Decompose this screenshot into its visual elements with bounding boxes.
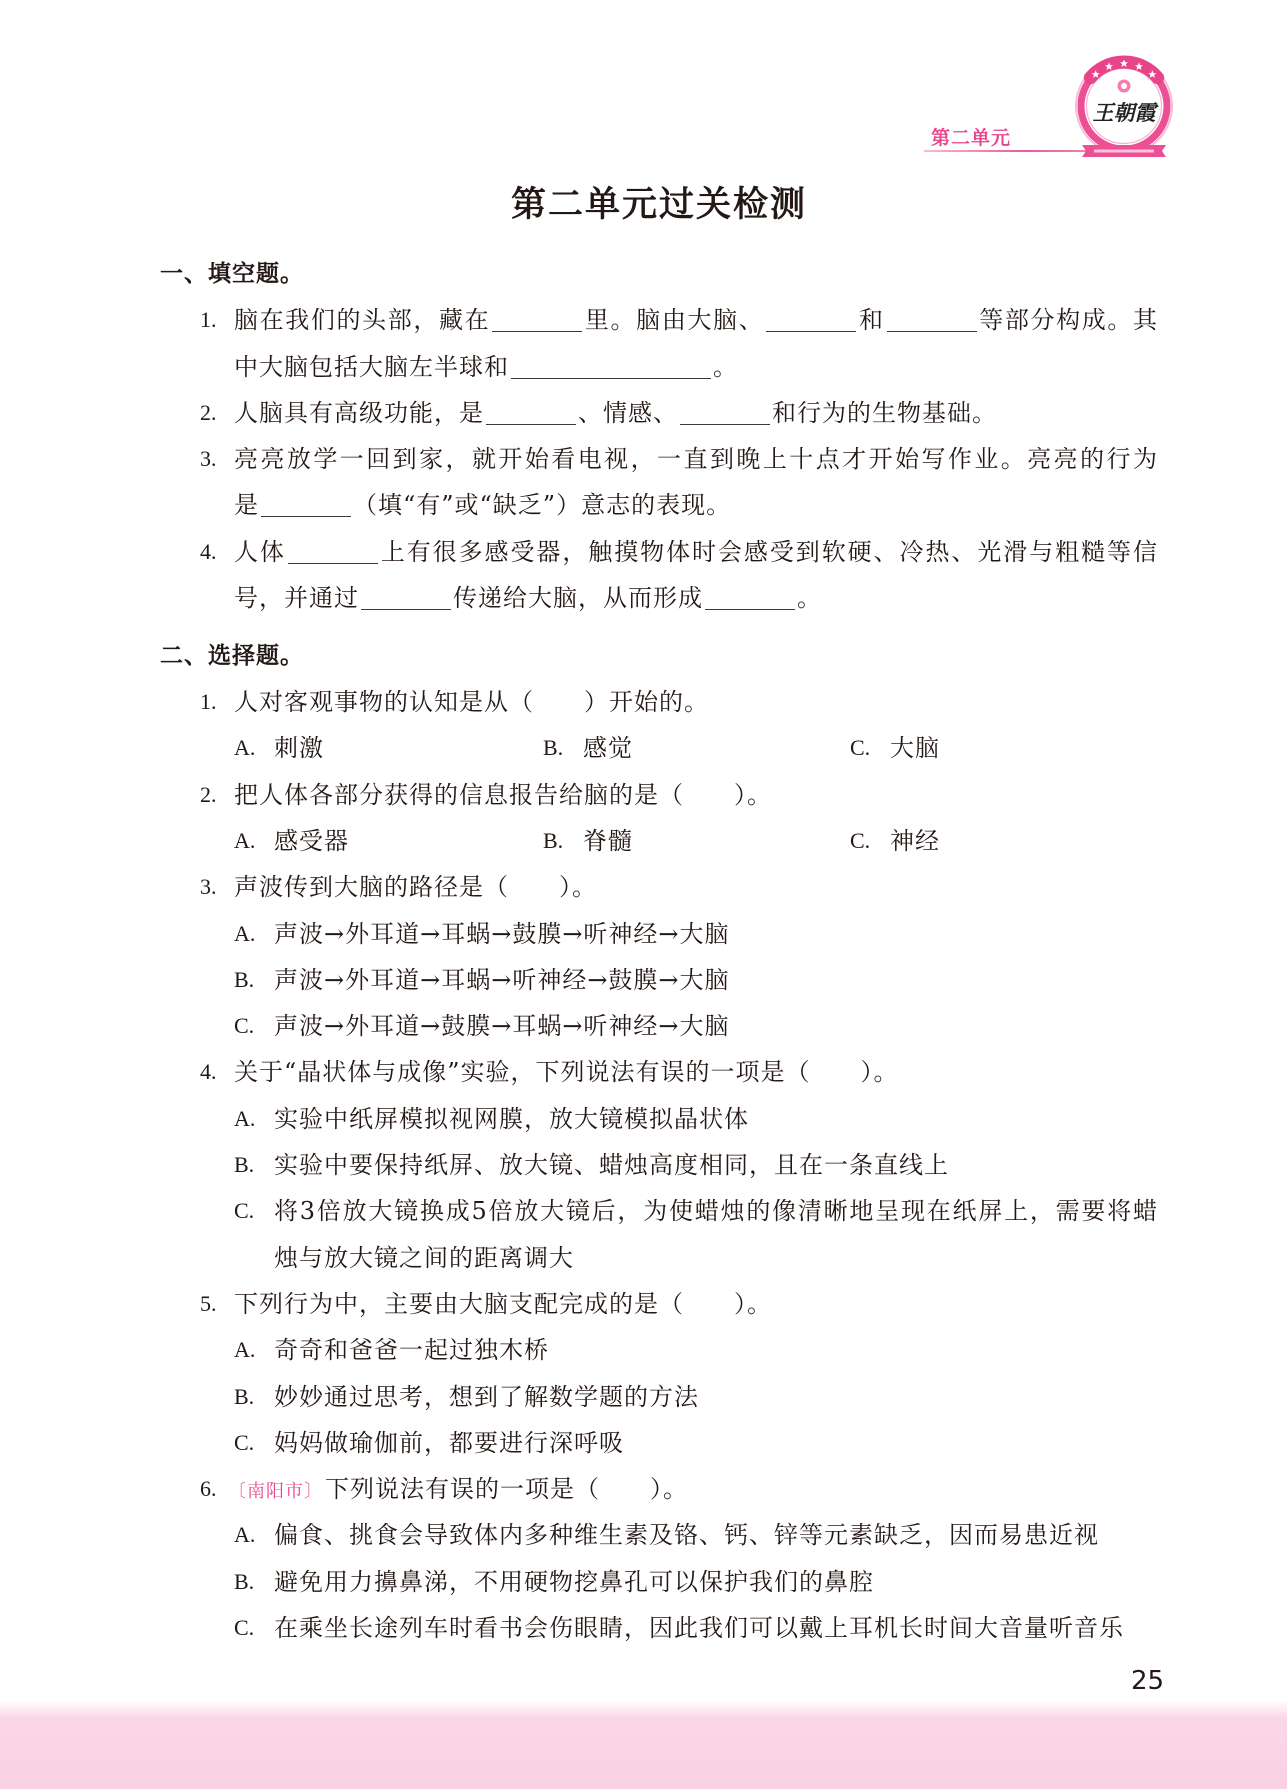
question-text-segment: 传递给大脑，从而形成 [453,584,703,613]
option-row [0,1420,1287,1466]
answer-blank [261,497,351,517]
option-text: 在乘坐长途列车时看书会伤眼睛，因此我们可以戴上耳机长时间大音量听音乐 [274,1614,1124,1642]
question-text [234,344,738,390]
answer-blank [288,544,378,564]
question-stem-line [0,772,1287,818]
question-stem [228,1466,688,1512]
question-text-segment: 。 [713,352,738,381]
option-text: 实验中要保持纸屏、放大镜、蜡烛高度相同，且在一条直线上 [274,1151,949,1180]
option-text: 感觉 [583,734,633,763]
question-source-tag: 〔南阳市〕 [228,1481,323,1503]
question-text [234,436,1158,482]
option-row [0,1327,1287,1373]
question-text-segment: 和行为的生物基础。 [772,398,997,427]
question-stem-line [0,1281,1287,1327]
option-text: 刺激 [274,734,324,763]
option-text: 声波→外耳道→鼓膜→耳蜗→听神经→大脑 [274,1012,730,1041]
option-label: A. [234,1522,256,1548]
question-line [0,390,1287,436]
question-line [0,482,1287,528]
option-label: B. [234,1383,255,1409]
option-label: B. [543,735,564,761]
exercise-content [0,251,1287,1651]
question-text [234,297,1158,343]
option-text: 声波→外耳道→耳蜗→鼓膜→听神经→大脑 [274,919,730,948]
option-label: B. [234,966,255,992]
logo-lettering: 王朝霞 [1092,100,1156,125]
option-label: C. [234,1615,255,1640]
option-label: C. [850,735,871,761]
question-stem-line [0,1466,1287,1512]
option-text: 将3倍放大镜换成5倍放大镜后，为使蜡烛的像清晰地呈现在纸屏上，需要将蜡 [274,1197,1158,1226]
option-text: 感受器 [274,826,349,855]
question-text-segment: 人体 [234,537,286,566]
unit-label: 第二单元 [931,127,1012,149]
option-row [0,911,1287,957]
option-label: C. [850,827,871,853]
question-number: 1. [200,689,217,715]
section-heading-multiple-choice [0,633,1287,679]
question-text-segment: 、情感、 [578,398,678,427]
question-text-segment: 号，并通过 [234,584,359,613]
option-label: B. [234,1568,255,1594]
option-row [0,1188,1287,1234]
question-text [234,529,1158,575]
answer-blank [486,405,576,425]
option-continuation-row [0,1235,1287,1281]
option-label: C. [234,1198,255,1224]
option-row [0,725,1287,771]
question-line [0,436,1287,482]
page-number: 25 [1131,1666,1165,1696]
option-label: A. [234,920,256,946]
question-text-segment: （填“有”或“缺乏”）意志的表现。 [353,491,732,520]
option-label: C. [234,1429,255,1455]
question-text-segment: 亮亮放学一回到家，就开始看电视，一直到晚上十点才开始写作业。亮亮的行为 [234,445,1158,474]
option-row [0,818,1287,864]
option-text: 偏食、挑食会导致体内多种维生素及铬、钙、锌等元素缺乏，因而易患近视 [274,1521,1099,1550]
question-text-segment: 和 [858,306,885,335]
question-stem-text: 下列说法有误的一项是（ ）。 [325,1475,688,1504]
question-number: 6. [200,1476,217,1502]
question-stem: 下列行为中，主要由大脑支配完成的是（ ）。 [234,1289,772,1318]
option-text: 实验中纸屏模拟视网膜，放大镜模拟晶状体 [274,1104,749,1133]
question-number: 5. [200,1290,217,1316]
option-row [0,1512,1287,1558]
question-number: 4. [200,538,217,564]
option-label: B. [234,1152,255,1178]
option-label: A. [234,1337,256,1363]
question-text-segment: 等部分构成。其 [978,306,1159,335]
option-row [0,1003,1287,1049]
question-stem-line [0,864,1287,910]
option-text: 奇奇和爸爸一起过独木桥 [274,1336,549,1365]
question-text-segment: 里。脑由大脑、 [584,306,765,335]
option-text: 妙妙通过思考，想到了解数学题的方法 [274,1382,699,1411]
option-row [0,1605,1287,1651]
answer-blank [511,359,711,379]
answer-blank [705,590,795,610]
question-number: 2. [200,781,217,807]
option-text: 避免用力擤鼻涕，不用硬物挖鼻孔可以保护我们的鼻腔 [274,1567,874,1596]
option-text: 声波→外耳道→耳蜗→听神经→鼓膜→大脑 [274,965,730,994]
question-stem: 关于“晶状体与成像”实验，下列说法有误的一项是（ ）。 [234,1058,899,1087]
question-line [0,297,1287,343]
question-line [0,529,1287,575]
option-text-continuation: 烛与放大镜之间的距离调大 [274,1243,574,1272]
option-label: A. [234,827,256,853]
question-text-segment: 脑在我们的头部，藏在 [234,306,491,335]
question-line [0,575,1287,621]
page-title: 第二单元过关检测 [510,185,807,225]
answer-blank [680,405,770,425]
question-number: 1. [200,307,217,333]
question-number: 3. [200,446,217,472]
question-number: 3. [200,874,217,900]
question-text [234,390,997,436]
option-text: 脊髓 [583,826,633,855]
option-label: A. [234,1105,256,1131]
option-text: 神经 [890,826,940,855]
section-heading-text: 二、选择题。 [160,642,304,669]
question-stem-line [0,679,1287,725]
question-stem: 声波传到大脑的路径是（ ）。 [234,873,597,902]
option-row [0,957,1287,1003]
section-heading-fill-in [0,251,1287,297]
question-line [0,344,1287,390]
answer-blank [492,312,582,332]
option-row [0,1142,1287,1188]
question-text-segment: 上有很多感受器，触摸物体时会感受到软硬、冷热、光滑与粗糙等信 [379,537,1158,566]
question-stem: 把人体各部分获得的信息报告给脑的是（ ）。 [234,780,772,809]
section-heading-text: 一、填空题。 [160,261,304,287]
question-text [234,482,731,528]
question-text-segment: 。 [797,584,822,613]
answer-blank [361,590,451,610]
brand-logo-icon [1070,50,1180,162]
option-row [0,1096,1287,1142]
footer-band [0,1700,1287,1789]
option-text: 妈妈做瑜伽前，都要进行深呼吸 [274,1428,624,1457]
option-text: 大脑 [890,734,940,763]
question-number: 4. [200,1059,217,1085]
question-number: 2. [200,399,217,425]
answer-blank [766,312,856,332]
option-label: B. [543,827,564,853]
question-text-segment: 是 [234,491,259,520]
question-text [234,575,822,621]
answer-blank [887,312,977,332]
question-stem-line [0,1049,1287,1095]
option-label: A. [234,735,256,761]
option-label: C. [234,1013,255,1039]
option-row [0,1374,1287,1420]
option-row [0,1559,1287,1605]
question-text-segment: 人脑具有高级功能，是 [234,398,484,427]
question-text-segment: 中大脑包括大脑左半球和 [234,352,509,381]
question-stem: 人对客观事物的认知是从（ ）开始的。 [234,688,709,717]
